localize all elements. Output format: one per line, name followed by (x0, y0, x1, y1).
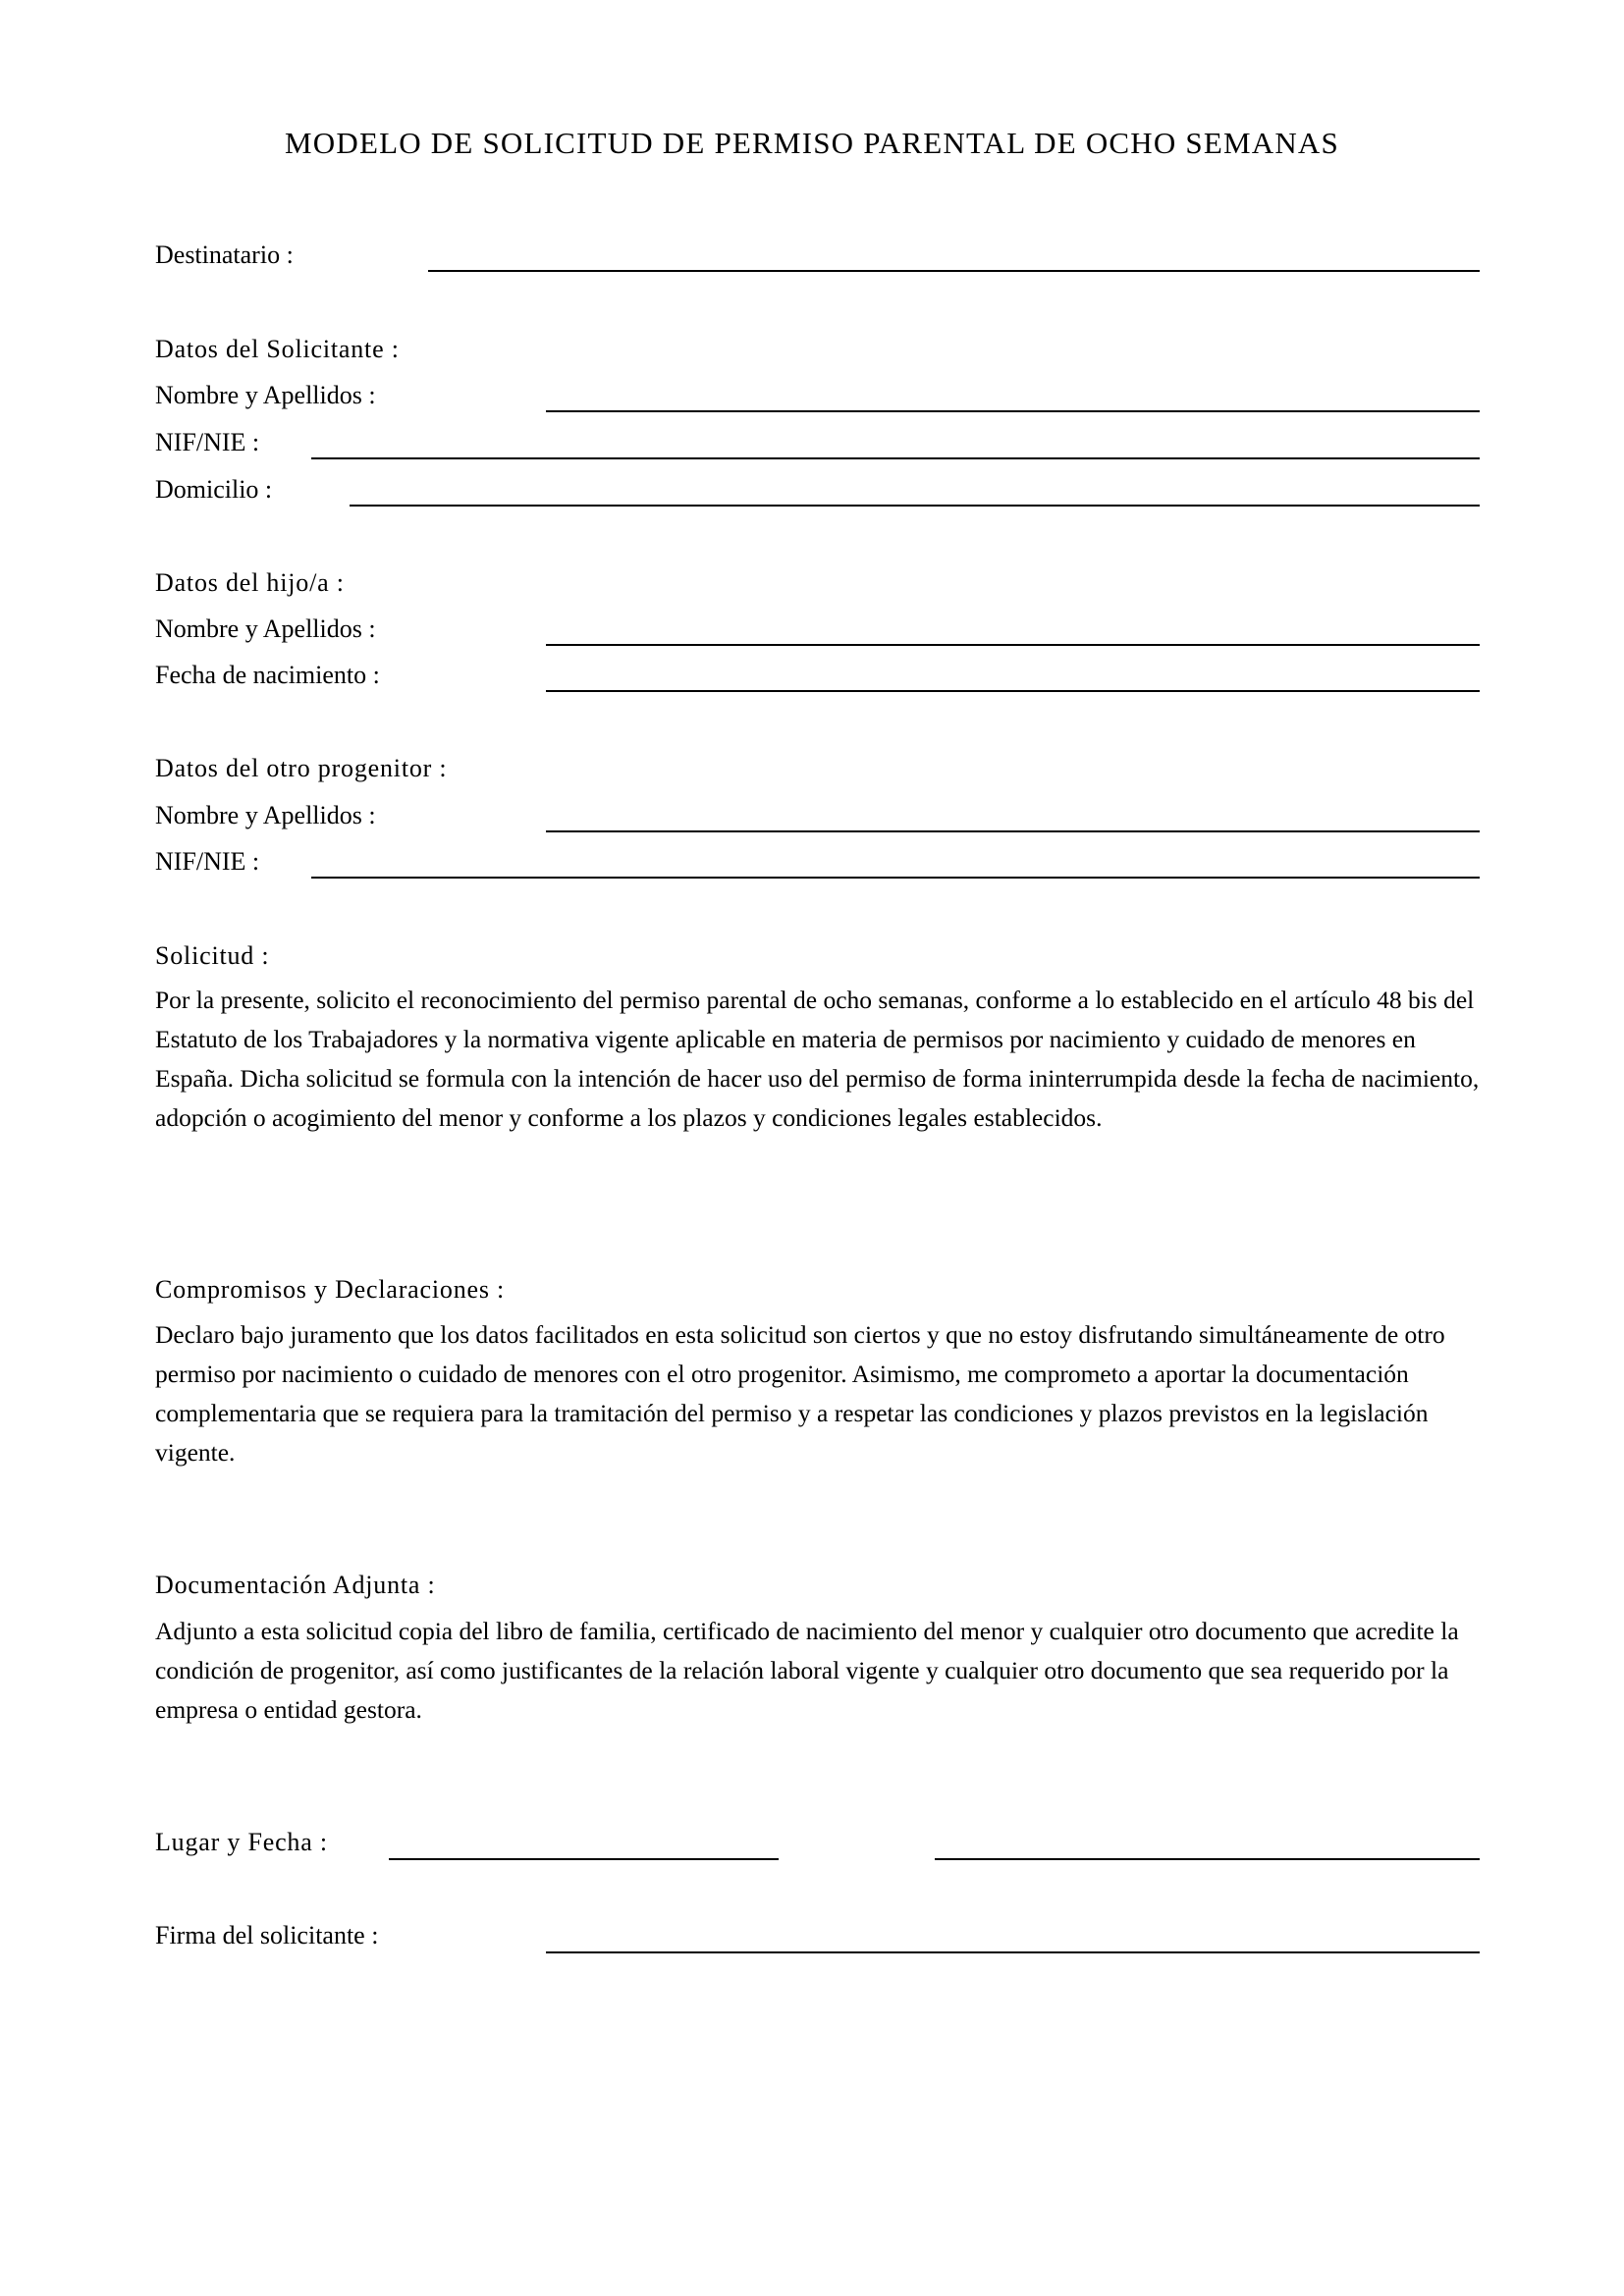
progenitor-nif-label: NIF/NIE : (155, 847, 260, 876)
documentacion-body: Adjunto a esta solicitud copia del libro de familia, certificado de nacimiento del menor y cualquier otro documento que acredite la condición de progenitor, así como justificantes de la relación laboral vigente y cualquier otro documento que sea requerido por la empresa o entidad gestora. (155, 1617, 1459, 1724)
compromisos-body: Declaro bajo juramento que los datos facilitados en esta solicitud son ciertos y que no estoy disfrutando simultáneamente de otro permiso por nacimiento o cuidado de menores con el otro progenitor. Asimismo, me comprometo a aportar la documentación complementaria que se requiera para la tramitación del permiso y a respetar las condiciones y plazos previstos en la legislación vigente. (155, 1320, 1445, 1467)
firma-line[interactable] (546, 1951, 1480, 1953)
compromisos-heading: Compromisos y Declaraciones : (155, 1275, 506, 1304)
progenitor-nombre-label: Nombre y Apellidos : (155, 801, 376, 829)
solicitante-nombre-line[interactable] (546, 410, 1480, 412)
hijo-heading: Datos del hijo/a : (155, 568, 345, 597)
solicitud-heading: Solicitud : (155, 941, 270, 970)
solicitante-domicilio-line[interactable] (350, 505, 1480, 507)
documentacion-heading: Documentación Adjunta : (155, 1571, 436, 1599)
progenitor-nombre-line[interactable] (546, 830, 1480, 832)
destinatario-label: Destinatario : (155, 240, 294, 269)
solicitante-domicilio-label: Domicilio : (155, 475, 273, 504)
lugar-fecha-label: Lugar y Fecha : (155, 1828, 328, 1856)
hijo-nombre-label: Nombre y Apellidos : (155, 614, 376, 643)
solicitante-nombre-label: Nombre y Apellidos : (155, 381, 376, 409)
solicitante-nif-label: NIF/NIE : (155, 428, 260, 456)
fecha-line[interactable] (935, 1858, 1480, 1860)
solicitud-body: Por la presente, solicito el reconocimiento del permiso parental de ocho semanas, conforme a lo establecido en el artículo 48 bis del Estatuto de los Trabajadores y la normativa vigente aplicable en materia de permisos por nacimiento y cuidado de menores en España. Dicha solicitud se formula con la intención de hacer uso del permiso de forma ininterrumpida desde la fecha de nacimiento, adopción o acogimiento del menor y conforme a los plazos y condiciones legales establecidos. (155, 986, 1480, 1132)
destinatario-line[interactable] (428, 270, 1480, 272)
hijo-fecha-label: Fecha de nacimiento : (155, 661, 380, 689)
lugar-line[interactable] (389, 1858, 779, 1860)
progenitor-heading: Datos del otro progenitor : (155, 754, 448, 782)
solicitante-heading: Datos del Solicitante : (155, 335, 400, 363)
page-title: MODELO DE SOLICITUD DE PERMISO PARENTAL DE OCHO SEMANAS (285, 126, 1339, 160)
firma-label: Firma del solicitante : (155, 1921, 379, 1949)
hijo-fecha-line[interactable] (546, 690, 1480, 692)
hijo-nombre-line[interactable] (546, 644, 1480, 646)
solicitante-nif-line[interactable] (311, 457, 1480, 459)
progenitor-nif-line[interactable] (311, 877, 1480, 879)
